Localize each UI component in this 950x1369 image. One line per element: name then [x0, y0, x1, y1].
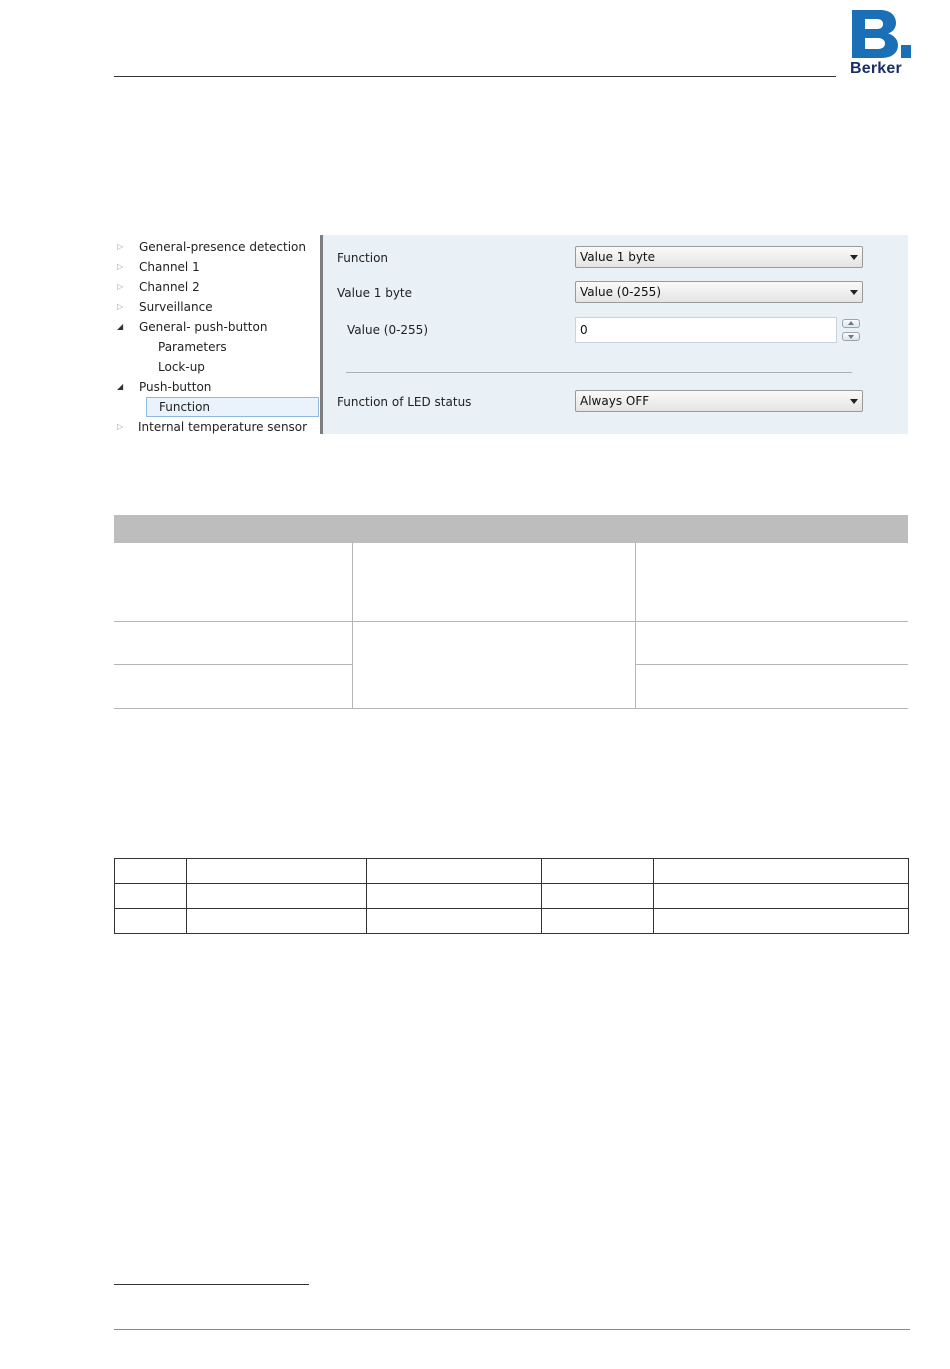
- led-status-label: Function of LED status: [337, 395, 472, 409]
- table-cell: [654, 858, 909, 883]
- table-cell: [187, 883, 367, 908]
- tree-item-parameters[interactable]: Parameters: [158, 340, 227, 354]
- tree-item-lock-up[interactable]: Lock-up: [158, 360, 205, 374]
- table-cell: [542, 908, 654, 933]
- tree-item-surveillance[interactable]: ▷ Surveillance: [114, 297, 320, 317]
- table-row-divider: [114, 664, 352, 665]
- table-cell: [542, 883, 654, 908]
- dropdown-arrow-icon[interactable]: [850, 290, 858, 295]
- function-select-value: Value 1 byte: [580, 250, 656, 264]
- collapsed-arrow-icon[interactable]: ▷: [117, 422, 124, 431]
- header-rule: [114, 76, 836, 77]
- expanded-arrow-icon[interactable]: ◢: [117, 382, 124, 391]
- tree-item-channel-1[interactable]: ▷ Channel 1: [114, 257, 320, 277]
- tree-item-general-push-button[interactable]: ◢ General- push-button: [114, 317, 320, 337]
- tree-item-push-button[interactable]: ◢ Push-button: [114, 377, 320, 397]
- table-cell: [367, 858, 542, 883]
- table-cell: [115, 883, 187, 908]
- parameter-tree: [114, 235, 320, 434]
- footnote-rule: [114, 1284, 309, 1285]
- parameter-separator: [346, 372, 852, 373]
- parameter-panel: [323, 235, 908, 434]
- collapsed-arrow-icon[interactable]: ▷: [117, 262, 124, 271]
- table-cell: [367, 883, 542, 908]
- brand-name: Berker: [850, 60, 902, 77]
- table-row-divider: [635, 664, 908, 665]
- table-row: [114, 858, 909, 883]
- ets-parameter-screenshot: [114, 235, 908, 434]
- dropdown-arrow-icon[interactable]: [850, 399, 858, 404]
- table-header: [114, 515, 908, 543]
- value-type-label: Value 1 byte: [337, 286, 413, 300]
- value-type-select-value: Value (0-255): [580, 285, 661, 299]
- object-table: [114, 858, 909, 934]
- tree-item-function[interactable]: Function: [146, 397, 319, 417]
- table-cell: [654, 883, 909, 908]
- spin-down-icon[interactable]: [842, 332, 860, 341]
- led-status-select[interactable]: [575, 390, 863, 412]
- table-cell: [187, 908, 367, 933]
- function-select[interactable]: [575, 246, 863, 268]
- expanded-arrow-icon[interactable]: ◢: [117, 322, 124, 331]
- function-label: Function: [337, 251, 389, 265]
- tree-item-general-presence-detection[interactable]: ▷ General-presence detection: [114, 237, 320, 257]
- table-column-divider: [352, 543, 353, 709]
- parameter-table: [114, 515, 908, 709]
- table-bottom-border: [114, 708, 908, 709]
- table-cell: [542, 858, 654, 883]
- value-type-select[interactable]: [575, 281, 863, 303]
- tree-item-channel-2[interactable]: ▷ Channel 2: [114, 277, 320, 297]
- berker-logo: [848, 10, 912, 78]
- footer-rule: [114, 1329, 910, 1330]
- table-cell: [654, 908, 909, 933]
- table-cell: [187, 858, 367, 883]
- dropdown-arrow-icon[interactable]: [850, 255, 858, 260]
- collapsed-arrow-icon[interactable]: ▷: [117, 282, 124, 291]
- tree-item-internal-temperature-sensor[interactable]: ▷ Internal temperature sensor: [114, 417, 320, 437]
- table-cell: [115, 858, 187, 883]
- collapsed-arrow-icon[interactable]: ▷: [117, 302, 124, 311]
- table-cell: [367, 908, 542, 933]
- table-column-divider: [635, 543, 636, 709]
- value-input[interactable]: 0: [575, 317, 837, 343]
- value-label: Value (0-255): [347, 323, 428, 337]
- table-cell: [115, 908, 187, 933]
- spin-up-icon[interactable]: [842, 319, 860, 328]
- led-status-select-value: Always OFF: [580, 394, 650, 408]
- table-row: [114, 908, 909, 934]
- table-row: [114, 883, 909, 908]
- collapsed-arrow-icon[interactable]: ▷: [117, 242, 124, 251]
- table-row-divider: [114, 621, 908, 622]
- logo-mark-icon: [850, 10, 912, 58]
